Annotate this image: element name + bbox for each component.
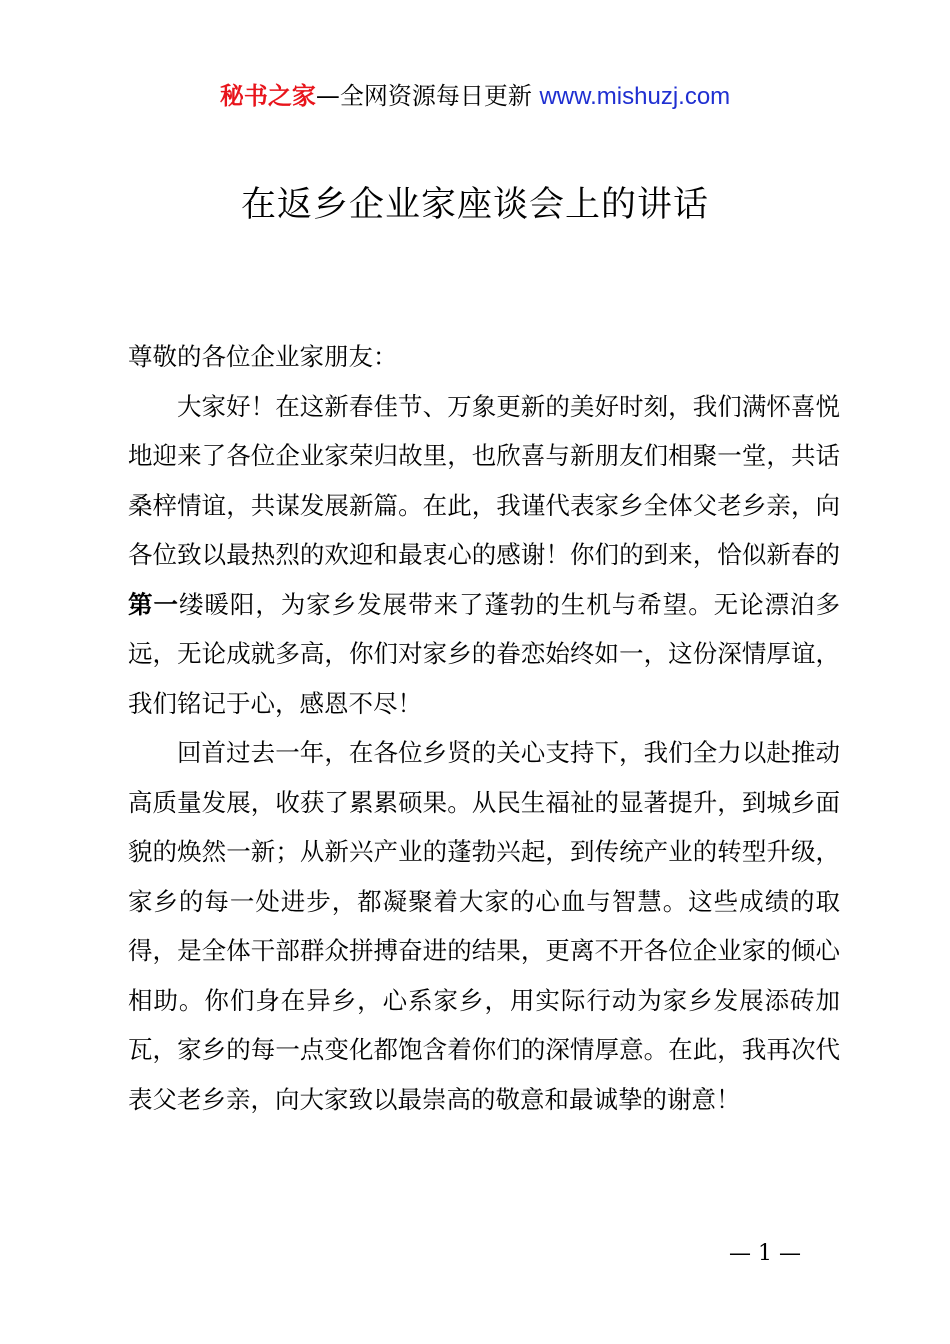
paragraph-1-text-end: 缕暖阳，为家乡发展带来了蓬勃的生机与希望。无论漂泊多远，无论成就多高，你们对家乡的眷恋始终如一，这份深情厚谊，我们铭记于心，感恩不尽！ [128, 589, 841, 718]
page-number: — 1 — [729, 1241, 801, 1266]
paragraph-1 [128, 382, 840, 729]
paragraph-2: 回首过去一年，在各位乡贤的关心支持下，我们全力以赴推动高质量发展，收获了累累硕果。从民生福祉的显著提升，到城乡面貌的焕然一新；从新兴产业的蓬勃兴起，到传统产业的转型升级，家乡的每一处进步，都凝聚着大家的心血与智慧。这些成绩的取得，是全体干部群众拼搏奋进的结果，更离不开各位企业家的倾心相助。你们身在异乡，心系家乡，用实际行动为家乡发展添砖加瓦，家乡的每一点变化都饱含着你们的深情厚意。在此，我再次代表父老乡亲，向大家致以最崇高的敬意和最诚挚的谢意！ [128, 738, 840, 1114]
header-slogan: —全网资源每日更新 [315, 82, 540, 110]
paragraph-1-text-start: 大家好！在这新春佳节、万象更新的美好时刻，我们满怀喜悦地迎来了各位企业家荣归故里，也欣喜与新朋友们相聚一堂，共话桑梓情谊，共谋发展新篇。在此，我谨代表家乡全体父老乡亲，向各位致以最热烈的欢迎和最衷心的感谢！你们的到来，恰似新春的 [128, 391, 840, 569]
document-body [128, 332, 840, 1124]
document-title: 在返乡企业家座谈会上的讲话 [240, 185, 709, 225]
site-link[interactable]: www.mishuzj.com [539, 83, 731, 110]
brand-name: 秘书之家 [219, 82, 316, 110]
paragraph-1-bold-text: 第一 [128, 589, 179, 619]
salutation: 尊敬的各位企业家朋友： [128, 342, 398, 371]
site-header [0, 80, 950, 113]
